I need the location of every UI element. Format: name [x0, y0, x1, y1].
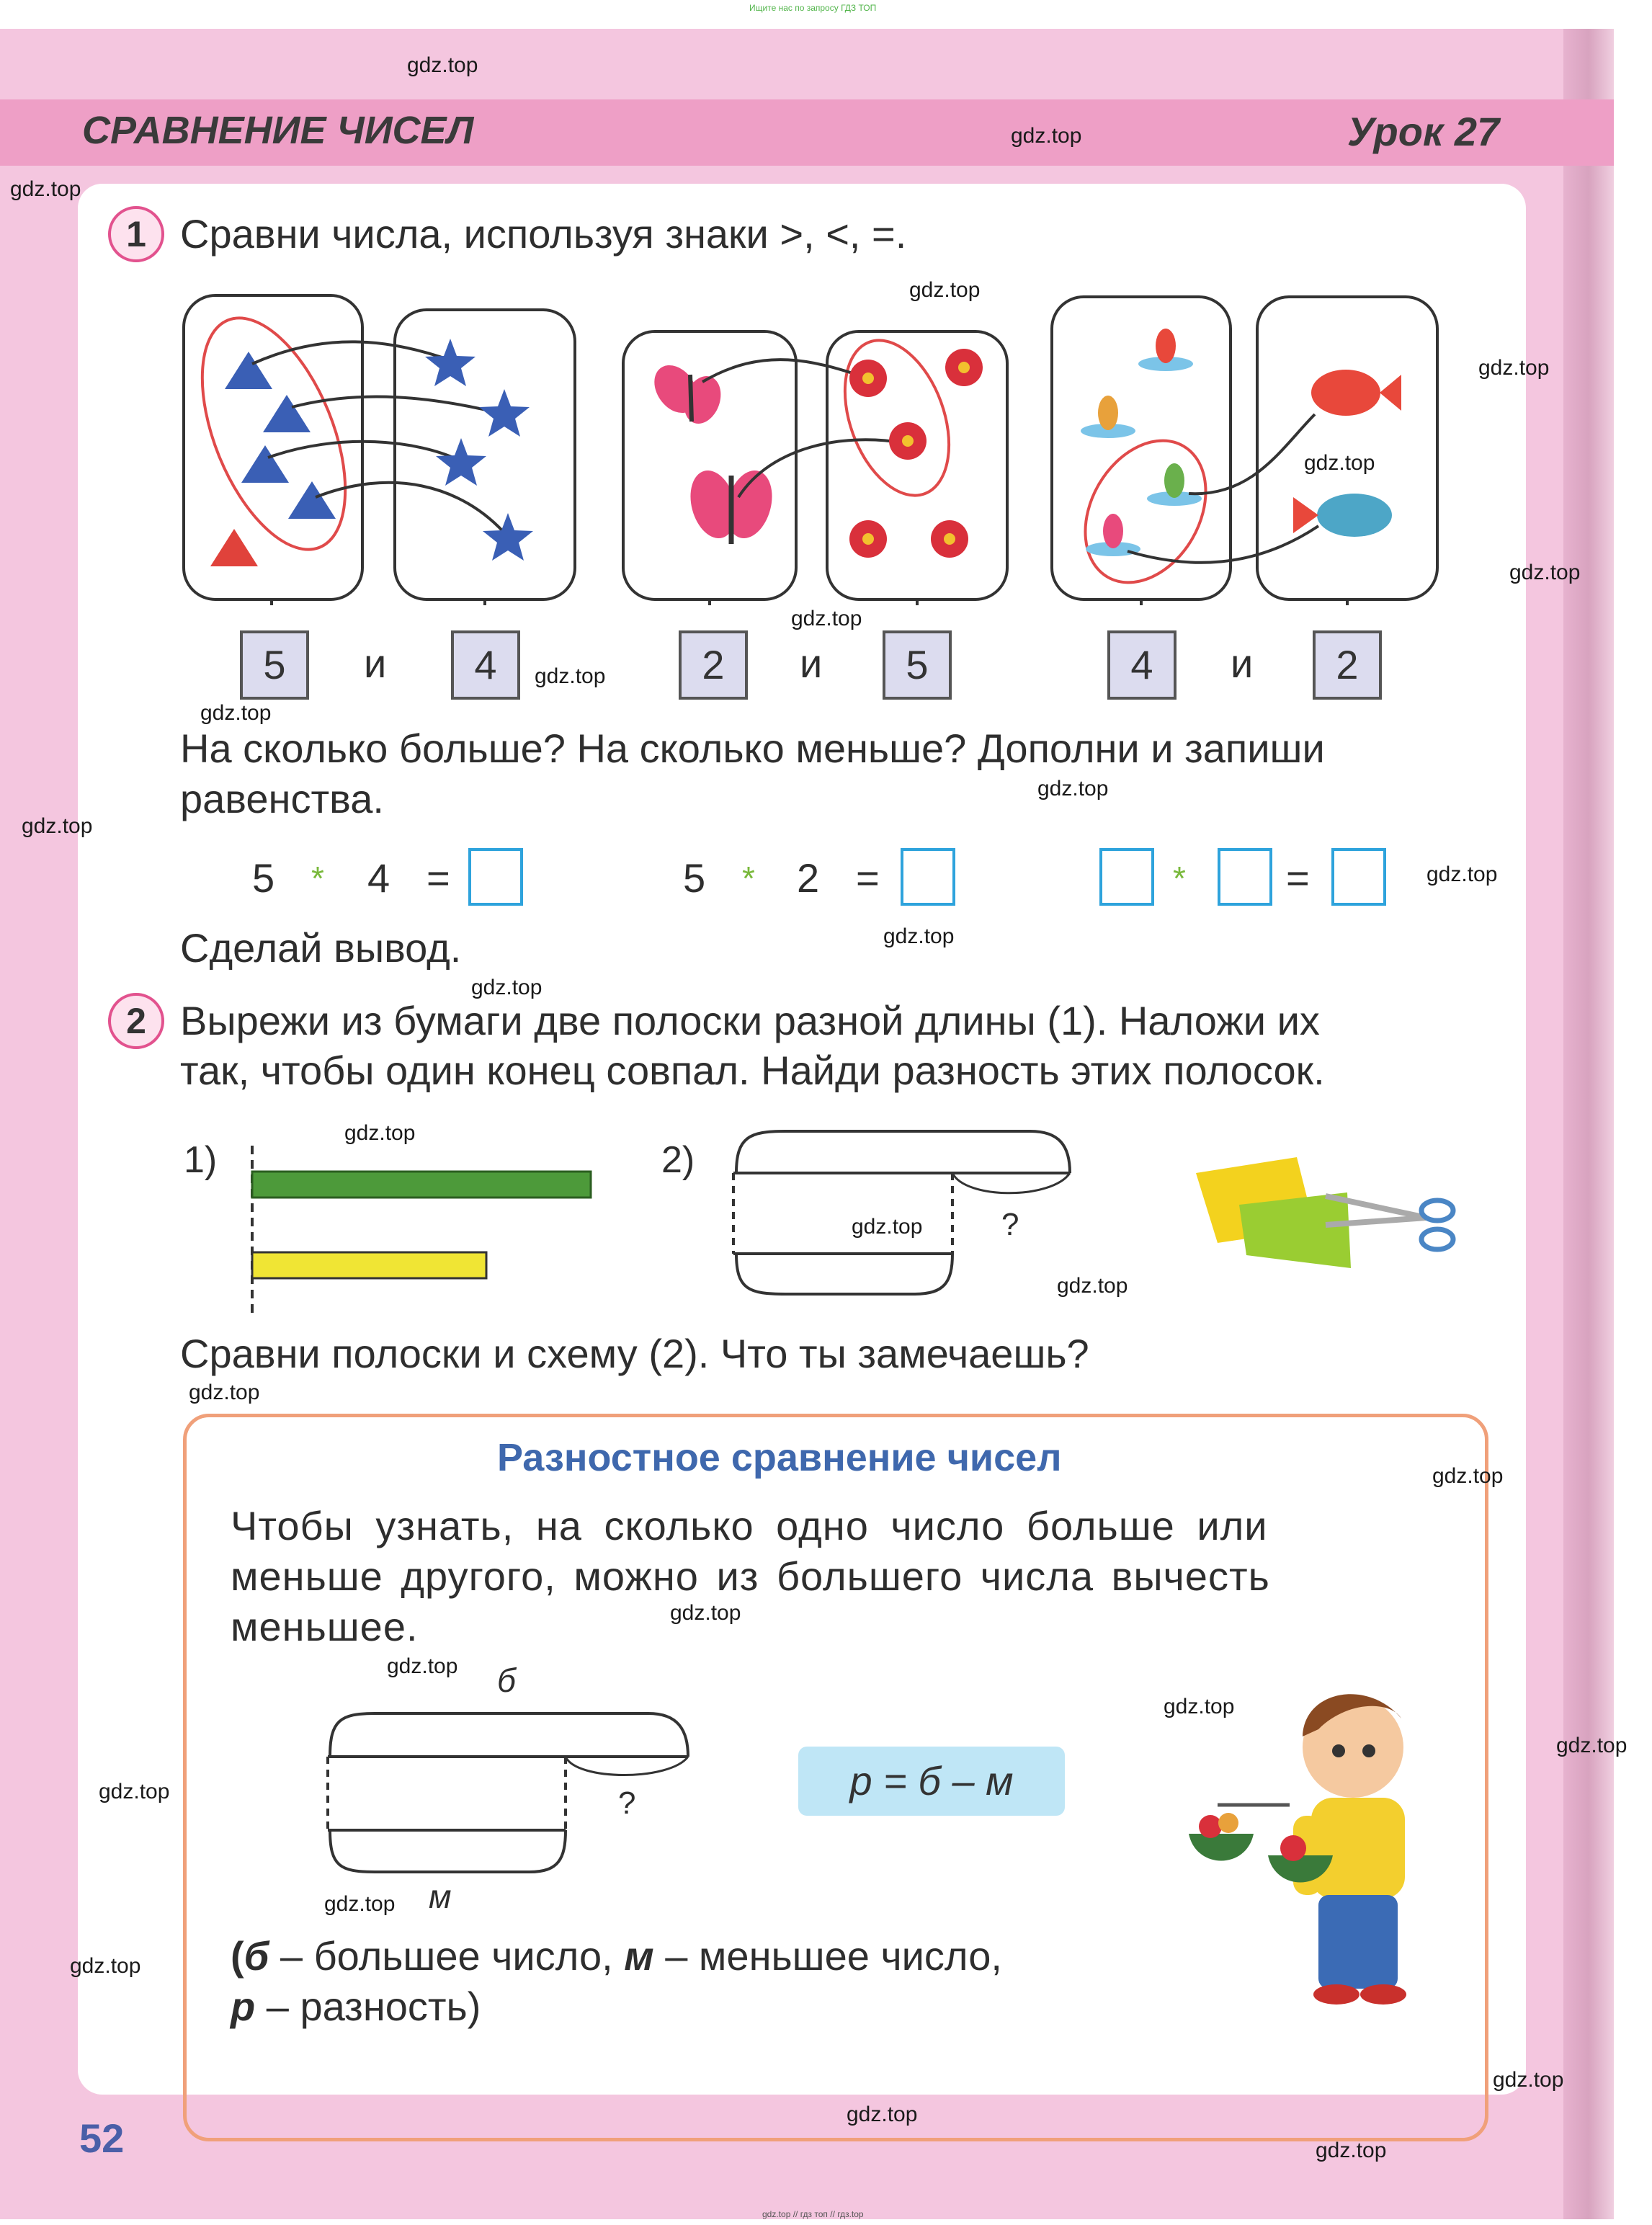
pair1-right-number: 4 [451, 630, 520, 700]
scheme-label-small: м [429, 1878, 452, 1915]
watermark: gdz.top [847, 2103, 918, 2126]
difference-formula: р = б – м [798, 1747, 1065, 1816]
scheme-label-big: б [497, 1662, 516, 1699]
pair1-left-number: 5 [240, 630, 309, 700]
legend-open: ( [231, 1933, 244, 1979]
rule-line2: меньше другого, можно из большего числа вычесть [231, 1553, 1270, 1599]
pair2-conj: и [800, 641, 823, 686]
watermark: gdz.top [909, 278, 981, 302]
task1-instruction: Сравни числа, используя знаки >, <, =. [180, 211, 907, 257]
pair2-left-number: 2 [679, 630, 748, 700]
legend-p: р [231, 1984, 256, 2029]
watermark: gdz.top [1316, 2139, 1387, 2162]
rule-title: Разностное сравнение чисел [497, 1436, 1062, 1479]
watermark: gdz.top [324, 1892, 396, 1916]
legend-line1 [231, 1932, 1002, 1979]
task2-number-badge: 2 [108, 993, 164, 1049]
eq1-a: 5 [252, 855, 275, 901]
pair3-left-number: 4 [1107, 630, 1177, 700]
eq3-op: * [1173, 860, 1186, 897]
watermark: gdz.top [1556, 1734, 1628, 1757]
pair1-conj: и [364, 641, 387, 686]
legend-p-text: – разность) [255, 1984, 481, 2029]
eq2-eq: = [856, 855, 880, 901]
scheme-question-mark: ? [1001, 1207, 1019, 1242]
scheme-label: 2) [661, 1139, 695, 1181]
eq2-b: 2 [797, 855, 820, 901]
pair2-right-number: 5 [883, 630, 952, 700]
pair3-conj: и [1231, 641, 1254, 686]
eq2-a: 5 [683, 855, 706, 901]
legend-line2 [231, 1983, 481, 2030]
rule-line3: меньшее. [231, 1604, 419, 1649]
watermark: gdz.top [883, 924, 955, 948]
watermark: gdz.top [344, 1121, 416, 1145]
legend-m-text: – меньшее число, [653, 1933, 1002, 1979]
watermark: gdz.top [189, 1381, 260, 1404]
watermark: gdz.top [670, 1601, 741, 1625]
watermark: gdz.top [10, 177, 81, 201]
watermark: gdz.top [1011, 124, 1082, 148]
watermark: gdz.top [1164, 1695, 1235, 1718]
task2-line2: так, чтобы один конец совпал. Найди разность этих полосок. [180, 1048, 1325, 1093]
watermark: gdz.top [200, 701, 272, 725]
watermark: gdz.top [1304, 451, 1375, 475]
task1-question-line1: На сколько больше? На сколько меньше? Дополни и запиши [180, 726, 1325, 771]
pair3-right-number: 2 [1313, 630, 1382, 700]
watermark: gdz.top [1426, 862, 1498, 886]
strips-label: 1) [184, 1139, 218, 1181]
watermark: gdz.top [407, 53, 478, 77]
legend-b: б [244, 1933, 269, 1979]
task1-number-badge: 1 [108, 206, 164, 262]
watermark: gdz.top [22, 814, 93, 838]
watermark: gdz.top [1478, 356, 1550, 380]
watermark: gdz.top [387, 1654, 458, 1678]
watermark: gdz.top [852, 1215, 923, 1239]
watermark: gdz.top [1037, 777, 1109, 801]
rule-line1: Чтобы узнать, на сколько одно число больше или [231, 1503, 1268, 1548]
page-title: СРАВНЕНИЕ ЧИСЕЛ [82, 109, 474, 152]
task1-conclusion: Сделай вывод. [180, 925, 462, 971]
task2-compare-question: Сравни полоски и схему (2). Что ты замечаешь? [180, 1331, 1089, 1376]
watermark: gdz.top [535, 664, 606, 688]
eq2-op: * [742, 860, 755, 897]
watermark: gdz.top [1509, 561, 1581, 584]
watermark: gdz.top [791, 607, 862, 630]
watermark: gdz.top [1057, 1274, 1128, 1298]
task1-question-line2: равенства. [180, 776, 384, 821]
task2-line1: Вырежи из бумаги две полоски разной длины (1). Наложи их [180, 998, 1320, 1043]
bottom-note: gdz.top // гдз топ // гдз.top [762, 2209, 864, 2219]
watermark: gdz.top [1493, 2068, 1564, 2092]
watermark: gdz.top [1432, 1464, 1504, 1488]
page-number: 52 [79, 2115, 125, 2161]
legend-m: м [624, 1933, 654, 1979]
eq1-b: 4 [367, 855, 390, 901]
top-note: Ищите нас по запросу ГДЗ ТОП [749, 3, 877, 13]
lesson-label: Урок 27 [1347, 109, 1500, 154]
eq3-eq: = [1286, 855, 1310, 901]
boy-with-scales-illustration [1189, 1694, 1406, 2005]
watermark: gdz.top [99, 1780, 170, 1803]
watermark: gdz.top [70, 1954, 141, 1978]
rule-scheme-question-mark: ? [618, 1785, 636, 1821]
eq1-eq: = [427, 855, 450, 901]
legend-b-text: – большее число, [269, 1933, 625, 1979]
eq1-op: * [311, 860, 324, 897]
watermark: gdz.top [471, 976, 543, 999]
